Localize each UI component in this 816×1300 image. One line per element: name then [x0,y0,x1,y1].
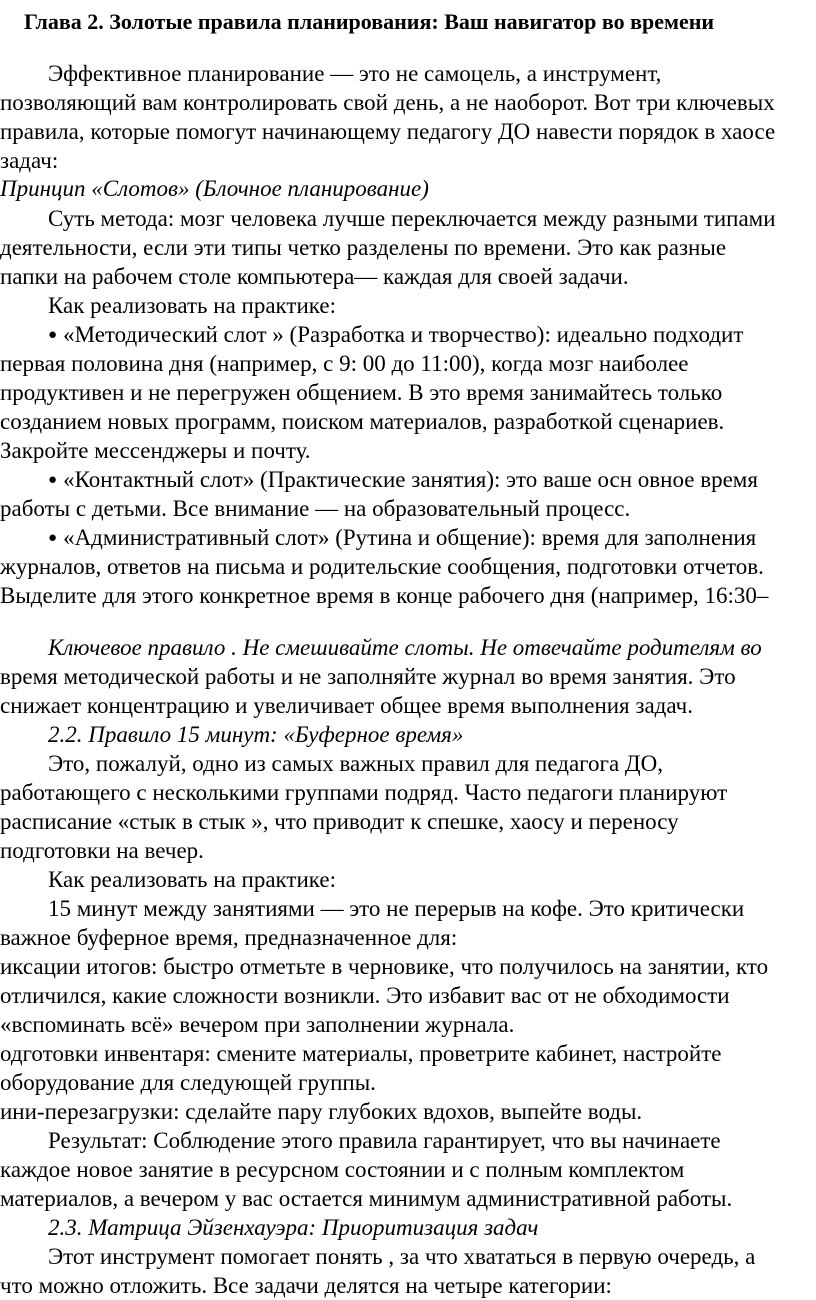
bullet-icon: ● [48,472,58,488]
paragraph-line: Этот инструмент помогает понять , за что хвататься в первую очередь, а [48,1244,756,1269]
paragraph-line: продуктивен и не перегружен общением. В это время занимайтесь только [0,380,723,405]
section-heading: 2.2. Правило 15 минут: «Буферное время» [48,722,464,747]
paragraph-line: Выделите для этого конкретное время в конце рабочего дня (например, 16:30– [0,583,769,608]
paragraph-line: подготовки на вечер. [0,838,204,863]
bullet-item [48,321,816,349]
paragraph-line: деятельности, если эти типы четко разделены по времени. Это как разные [0,235,727,260]
paragraph-line: ини-перезагрузки: сделайте пару глубоких вдохов, выпейте воды. [0,1099,643,1124]
paragraph-line: «вспоминать всё» вечером при заполнении журнала. [0,1012,515,1037]
paragraph-line: работы с детьми. Все внимание — на образовательный процесс. [0,496,631,521]
paragraph-line: Суть метода: мозг человека лучше переключается между разными типами [48,206,776,231]
paragraph-line: 15 минут между занятиями — это не перерыв на кофе. Это критически [48,896,745,921]
paragraph-line: снижает концентрацию и увеличивает общее время выполнения задач. [0,693,693,718]
paragraph-line: оборудование для следующей группы. [0,1070,376,1095]
paragraph-line: задач: [0,148,59,173]
paragraph-line: Это, пожалуй, одно из самых важных правил для педагога ДО, [48,751,663,776]
paragraph-line: отличился, какие сложности возникли. Это избавит вас от не обходимости [0,983,730,1008]
paragraph-line: Как реализовать на практике: [48,867,336,892]
paragraph-line: правила, которые помогут начинающему педагогу ДО навести порядок в хаосе [0,119,776,144]
paragraph-line: первая половина дня (например, с 9: 00 до 11:00), когда мозг наиболее [0,351,689,376]
paragraph-line: созданием новых программ, поиском материалов, разработкой сценариев. [0,409,725,434]
paragraph-line: каждое новое занятие в ресурсном состоянии и с полным комплектом [0,1157,685,1182]
paragraph-line: иксации итогов: быстро отметьте в черновике, что получилось на занятии, кто [0,954,769,979]
section-heading: Принцип «Слотов» (Блочное планирование) [0,176,429,201]
bullet-icon: ● [48,327,58,343]
bullet-text: «Методический слот » (Разработка и творчество): идеально подходит [63,322,744,347]
key-rule-line: Ключевое правило . Не смешивайте слоты. Не отвечайте родителям во [48,635,762,660]
paragraph-line: папки на рабочем столе компьютера— каждая для своей задачи. [0,264,629,289]
paragraph-line: Закройте мессенджеры и почту. [0,438,311,463]
paragraph-line: Эффективное планирование — это не самоцель, а инструмент, [48,61,662,86]
paragraph-line: позволяющий вам контролировать свой день, а не наоборот. Вот три ключевых [0,90,775,115]
bullet-item [48,524,816,552]
paragraph-line: работающего с несколькими группами подряд. Часто педагоги планируют [0,780,728,805]
bullet-icon: ● [48,530,58,546]
paragraph-line: материалов, а вечером у вас остается минимум административной работы. [0,1186,733,1211]
bullet-text: «Административный слот» (Рутина и общение): время для заполнения [63,525,757,550]
chapter-title: Глава 2. Золотые правила планирования: Ваш навигатор во времени [24,9,715,34]
paragraph-line: расписание «стык в стык », что приводит к спешке, хаосу и переносу [0,809,679,834]
paragraph-line: время методической работы и не заполняйте журнал во время занятия. Это [0,664,736,689]
bullet-item [48,466,816,494]
paragraph-line: журналов, ответов на письма и родительские сообщения, подготовки отчетов. [0,554,764,579]
paragraph-line: важное буферное время, предназначенное для: [0,925,458,950]
section-heading: 2.3. Матрица Эйзенхауэра: Приоритизация задач [48,1215,539,1240]
paragraph-line: Результат: Соблюдение этого правила гарантирует, что вы начинаете [48,1128,721,1153]
paragraph-line: одготовки инвентаря: смените материалы, проветрите кабинет, настройте [0,1041,722,1066]
paragraph-line: что можно отложить. Все задачи делятся на четыре категории: [0,1273,612,1298]
paragraph-line: Как реализовать на практике: [48,293,336,318]
bullet-text: «Контактный слот» (Практические занятия): это ваше осн овное время [63,467,758,492]
